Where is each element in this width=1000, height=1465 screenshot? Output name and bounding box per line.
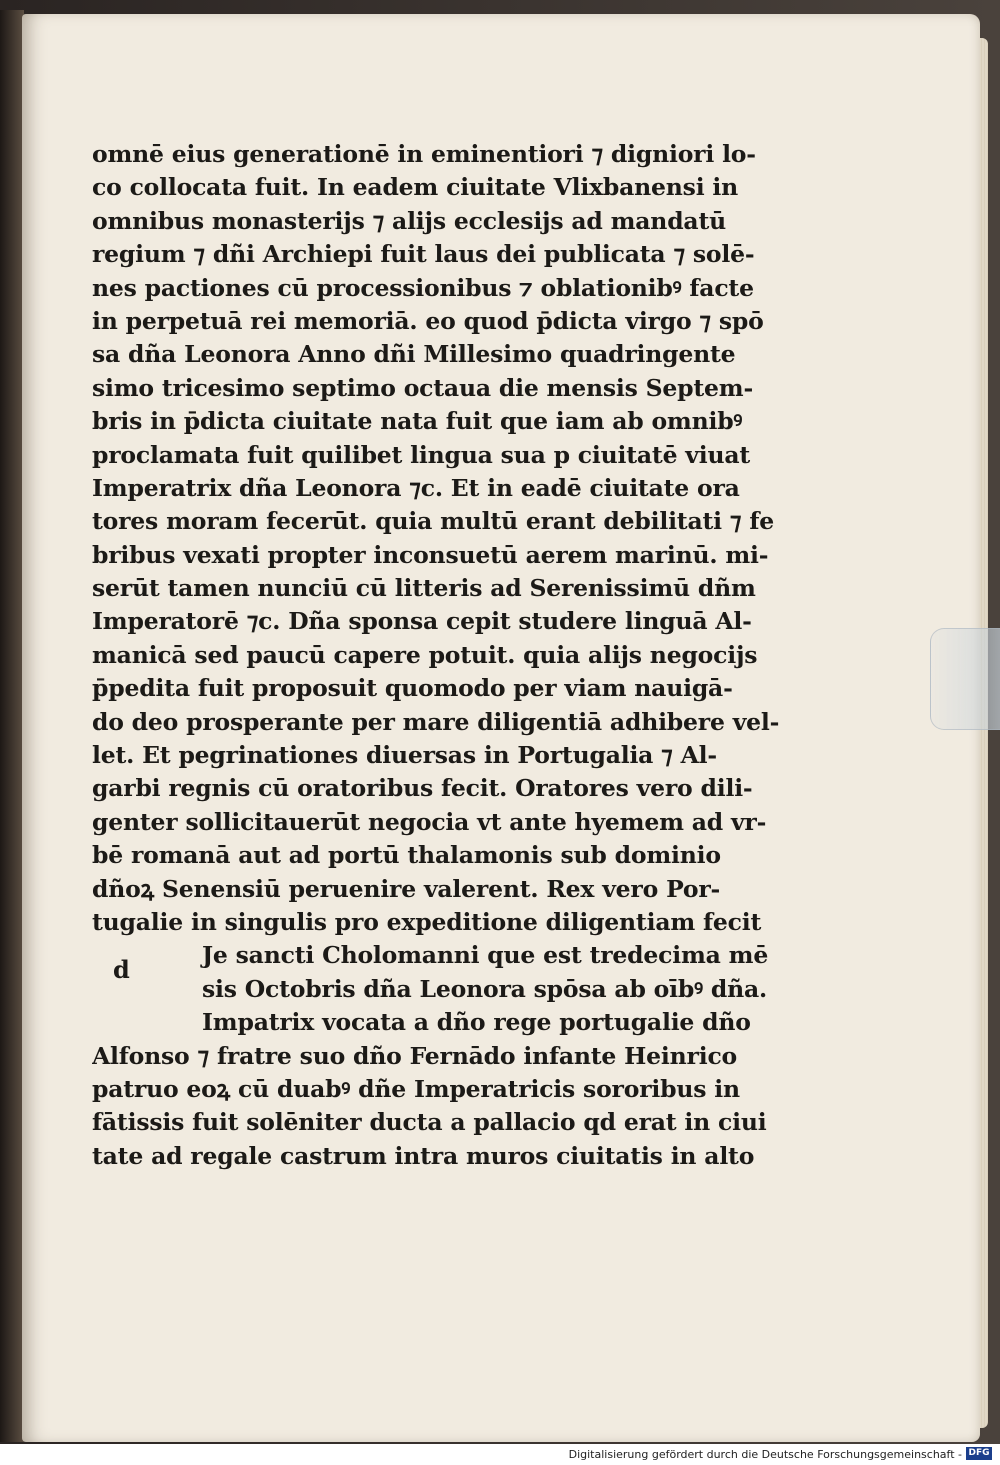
text-line: co collocata fuit. In eadem ciuitate Vlixbanensi in [92,173,739,202]
text-line: p̄pedita fuit proposuit quomodo per viam nauigā- [92,674,733,703]
text-line: in perpetuā rei memoriā. eo quod p̄dicta virgo ⁊ spō [92,306,764,335]
text-line: fātissis fuit solēniter ducta a pallacio qd erat in ciui [92,1108,767,1137]
text-line: simo tricesimo septimo octaua die mensis Septem- [92,373,753,402]
indented-text-line: sis Octobris dña Leonora spōsa ab oībꝰ dña. [202,974,767,1003]
marginal-letter: d [113,955,130,984]
text-line: omnē eius generationē in eminentiori ⁊ digniori lo- [92,140,756,168]
page-clip [930,628,1000,730]
text-line: Imperatrix dña Leonora ⁊c. Et in eadē ciuitate ora [92,473,740,502]
incunable-text [92,138,792,1173]
text-line: tores moram fecerūt. quia multū erant debilitati ⁊ fe [92,507,774,536]
text-line: sa dña Leonora Anno dñi Millesimo quadringente [92,340,736,369]
dfg-logo-icon: DFG [966,1447,992,1460]
footer-credit: Digitalisierung gefördert durch die Deutsche Forschungsgemeinschaft - [568,1448,962,1461]
text-line: bē romanā aut ad portū thalamonis sub dominio [92,841,721,870]
text-line: manicā sed paucū capere potuit. quia alijs negocijs [92,640,758,669]
text-line: bribus vexati propter inconsuetū aerem marinū. mi- [92,540,769,569]
indented-text-line: Impatrix vocata a dño rege portugalie dño [202,1008,751,1037]
text-line: tate ad regale castrum intra muros ciuitatis in alto [92,1141,755,1170]
indented-text-line: Je sancti Cholomanni que est tredecima mē [202,941,769,970]
text-line: patruo eoꝝ cū duabꝰ dñe Imperatricis sororibus in [92,1074,740,1103]
text-line: do deo prosperante per mare diligentiā adhibere vel- [92,707,780,736]
text-line: genter sollicitauerūt negocia vt ante hyemem ad vr- [92,807,767,836]
text-line: let. Et pegrinationes diuersas in Portugalia ⁊ Al- [92,741,717,770]
text-line: tugalie in singulis pro expeditione diligentiam fecit [92,907,762,936]
text-line: omnibus monasterijs ⁊ alijs ecclesijs ad mandatū [92,206,726,235]
text-line: dñoꝝ Senensiū peruenire valerent. Rex vero Por- [92,874,721,903]
book-binding [0,10,24,1442]
text-line: serūt tamen nunciū cū litteris ad Serenissimū dñm [92,574,756,603]
text-line: regium ⁊ dñi Archiepi fuit laus dei publicata ⁊ solē- [92,240,755,269]
text-line: proclamata fuit quilibet lingua sua p ciuitatē viuat [92,440,751,469]
text-line: bris in p̄dicta ciuitate nata fuit que iam ab omnibꝰ [92,407,743,436]
text-line: garbi regnis cū oratoribus fecit. Oratores vero dili- [92,774,753,803]
text-line: nes pactiones cū processionibus ⁊ oblationibꝰ facte [92,273,754,302]
text-line: Alfonso ⁊ fratre suo dño Fernādo infante Heinrico [92,1041,738,1070]
text-line: Imperatorē ⁊c. Dña sponsa cepit studere linguā Al- [92,607,752,636]
